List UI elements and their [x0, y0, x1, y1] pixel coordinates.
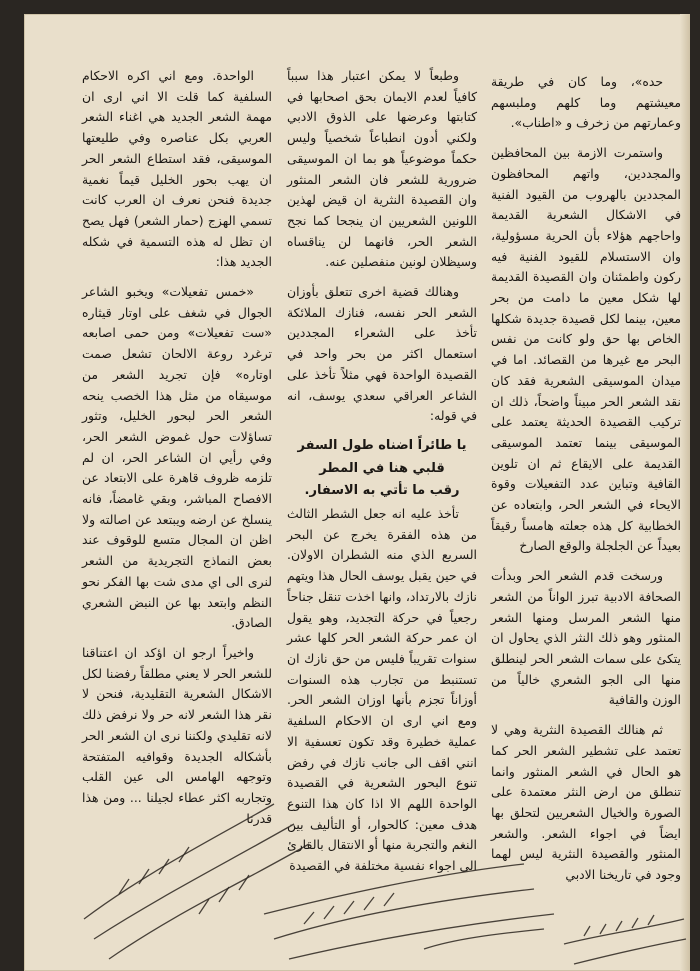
scanned-page — [24, 14, 690, 971]
verse-line: يا طائراً اضناه طول السفر — [297, 437, 467, 453]
paragraph: «خمس تفعيلات» ويخبو الشاعر الجوال في شغف على اوتار قيثاره «ست تفعيلات» ومن حمى اصابعه ترغرد روعة الالحان تشعل صمت اوتاره» فإن تجريد الشعر من موسيقاه من مثل هذا الخصب ينحه الشعر الحر لبحور الخليل، وتثور تساؤلات حول غموض الشعر الحر، وفي رأيي ان الشاعر الحر، ان لم تلزمه ظروف قاهرة على الابتعاد عن الافصاح المباشر، وبقي غامضاً، فانه ينسلخ عن ارضه ويبتعد عن اصالته ولا اظن ان المجال متسع للوقوف عند بعض النماذج التجريدية من الشعر لنرى الى اي مدى شت بها الفكر نحو النظم وابتعد بها عن النبض الشعري الصادق. — [82, 284, 272, 631]
paragraph: وطبعاً لا يمكن اعتبار هذا سبباً كافياً لعدم الايمان بحق اصحابها في كتابتها وعرضها على الذوق الادبي ولكني أدون انطباعاً شخصياً وليس حكماً موضوعياً هو بما ان الموسيقى ضرورية للشعر فان الشعر المنثور وان القصيدة النثرية ان قيض لهذين اللونين الشعريين ان ينجحا كما نجح الشعر الحر، فانهما لن يناقساه وسيظلان لونين منفصلين عنه. — [287, 68, 477, 270]
paragraph: واستمرت الازمة بين المحافظين والمجددين، واتهم المحافظون المجددين بالهروب من القيود الفنية في الاشكال الشعرية القديمة واحاجهم هؤلاء بأن الحرية مسؤولية، وان الاستسلام للقيود الفنية فيه ركون واطمئنان وان القصيدة القديمة لها شكل معين ما دامت من بحر معين، بينما لكل قصيدة جديدة شكلها الخاص بها حق ولو كانت من نفس البحر مع غيرها من القصائد. اما في ميدان الموسيقى الشعرية فقد كان نقد الشعر الحر مبيناً واضحاً، ذلك ان تركيب القصيدة الحديثة يعتمد على الموسيقى بينما تعتمد الموسيقى القديمة على الايقاع ثم ان تلوين القافية وتباين عدد التفعيلات وقوة الايحاء في الشعر الحر، وابتعاده عن الخطابية كل هذه جعلته هامساً رقيقاً بعيداً عن الجلجلة والوقع الصارخ — [491, 145, 681, 554]
paragraph: الواحدة. ومع اني اكره الاحكام السلفية كما قلت الا اني ارى ان مهمة الشعر الجديد هي اغناء الشعر العربي بكل عناصره وفي طليعتها الموسيقى، فقد استطاع الشعر الحر ان يهب بحور الخليل قيماً نغمية جديدة فنحن نعرف ان العرب كانت تسمي الهزج (حمار الشعر) فهل يصح ان تظل له هذه التسمية في شكله الجديد هذا: — [82, 68, 272, 270]
paragraph: تأخذ عليه انه جعل الشطر الثالث من هذه الفقرة يخرج عن البحر السريع الذي منه الشطران الاولان. في حين يقبل يوسف الحال هذا ويتهم نازك بالارتداد، وانها اخذت تنقل جناحاً رجعياً في حركة التجديد، وهو يقول ان عمر حركة الشعر الحر كلها عشر سنوات تقريباً فليس من حق نازك ان تستنبط من تجارب هذه السنوات أوزاناً تجزم بأنها اوزان الشعر الحر. ومع اني ارى ان الاحكام السلفية عملية خطيرة وقد تكون تعسفية الا انني اقف الى جانب نازك في رفض تنوع البحور الشعرية في القصيدة الواحدة اللهم الا اذا كان هذا التنوع هدف معين: كالحوار، أو التأليف بين النغم والتجربة منها أو الانتقال بالقارئ الى اجواء نفسية مختلفة في القصيدة — [287, 506, 477, 874]
page-edge-shadow — [680, 14, 690, 971]
article-column-middle — [287, 66, 477, 886]
article-column-left — [82, 66, 272, 838]
paragraph: حده»، وما كان في طريقة معيشتهم وما كلهم وملبسهم وعمارتهم من زخرف و «اطناب». — [491, 74, 681, 131]
paragraph: وهنالك قضية اخرى تتعلق بأوزان الشعر الحر نفسه، فنازك الملائكة تأخذ على الشعراء المجددين استعمال اكثر من بحر واحد في القصيدة الواحدة فهي مثلاً تأخذ على الشاعر العراقي سعدي يوسف، انه في قوله: — [287, 284, 477, 424]
paragraph: ثم هنالك القصيدة النثرية وهي لا تعتمد على تشطير الشعر الحر كما هو الحال في الشعر المنثور وانما تنطلق من ارض النثر معتمدة على الصورة والخيال الشعريين لتحلق بها ايضاً في اجواء الشعر. والشعر المنثور والقصيدة النثرية ليس لهما وجود في تاريخنا الادبي — [491, 722, 681, 883]
verse-line: قلبي هنا في المطر — [319, 460, 445, 476]
verse-line: رقب ما تأتي به الاسفار. — [304, 483, 460, 499]
paragraph: ورسخت قدم الشعر الحر وبدأت الصحافة الادبية تبرز الواناً من الشعر منها الشعر المرسل ومنها الشعر المنثور وهو ذلك النثر الذي يحاول ان يتكئ على سمات الشعر الحر لينطلق منها الى الجو الشعري خالياً من الوزن والقافية — [491, 568, 681, 708]
article-column-right — [491, 72, 681, 895]
paragraph: واخيراً ارجو ان اؤكد ان اعتناقنا للشعر الحر لا يعني مطلقاً رفضنا لكل الاشكال الشعرية التقليدية، فنحن لا نقر هذا الشعر لانه حر ولا نرفض ذلك لانه تقليدي ولكننا نرى ان الشعر الحر بأشكاله الجديدة وقوافيه المتفتحة وتوجهه الهامس الى عين القلب وتجاربه اكثر عطاء لجيلنا ... ومن هذا قدرنا — [82, 644, 272, 826]
